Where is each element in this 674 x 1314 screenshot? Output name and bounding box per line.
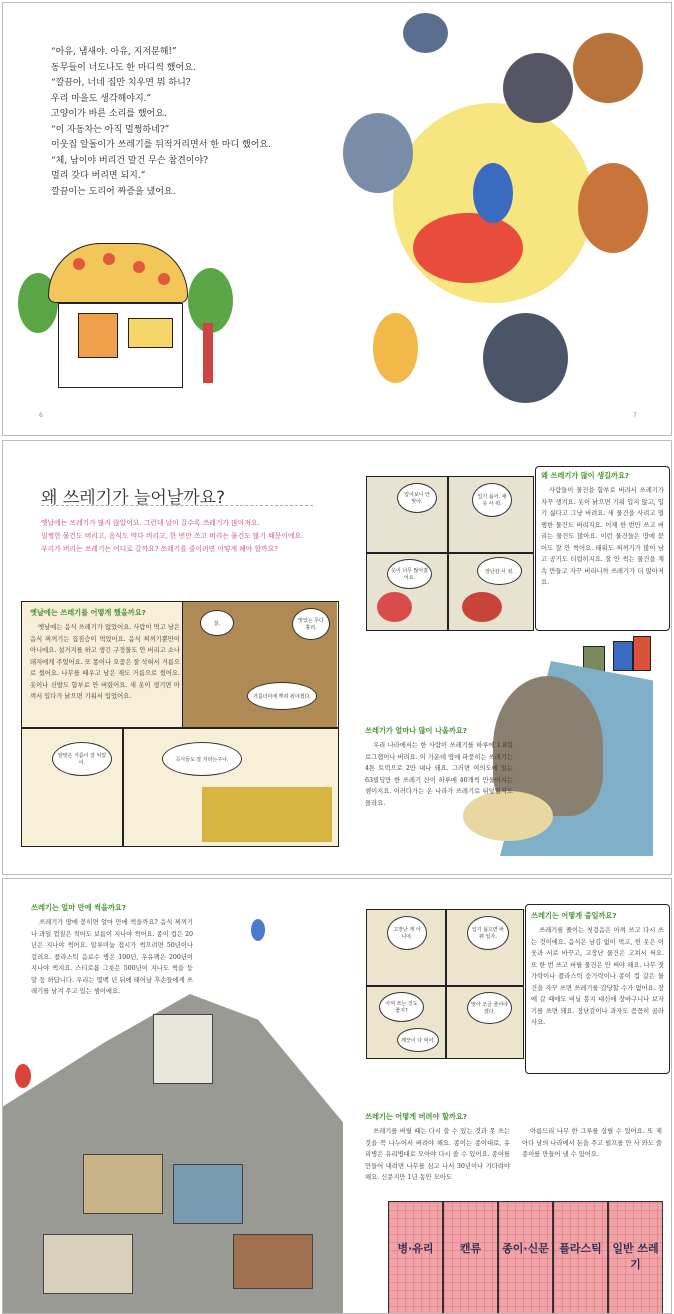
story-line: 이웃집 알돌이가 쓰레기를 뒤적거리면서 한 마디 했어요. (51, 140, 271, 150)
speech-bubble: 입기 싫어. 새 옷 사 줘. (472, 483, 512, 517)
speech-bubble: 입어보니 안 맞아. (397, 483, 437, 513)
recycling-bin (443, 1201, 498, 1314)
box-heading: 쓰레기가 얼마나 많이 나올까요? (365, 726, 467, 735)
box-heading: 쓰레기는 어떻게 버려야 할까요? (365, 1112, 467, 1121)
spread-reduce-trash (2, 878, 672, 1314)
box-heading: 옛날에는 쓰레기를 어떻게 했을까요? (30, 608, 146, 617)
house-illustration (18, 233, 233, 398)
box-heading: 쓰레기는 얼마 만에 썩을까요? (31, 903, 126, 912)
page-number-right: 7 (633, 412, 637, 419)
comic-clothes (366, 476, 534, 631)
story-text (51, 45, 271, 200)
story-line: “체, 남이야 버리건 말건 무슨 참견이야? (51, 155, 209, 166)
recycling-bin (388, 1201, 443, 1314)
recycling-bin (553, 1201, 608, 1314)
speech-bubble: 알맞은 거름이 잘 익었어. (52, 742, 112, 776)
speech-bubble: 입기 싫으면 바꿔 입자. (467, 916, 509, 950)
comic-old-days (21, 601, 339, 847)
bin-label: 캔류 (459, 1242, 482, 1255)
info-box-decay (31, 903, 193, 998)
box-body: 옛날에는 음식 쓰레기가 없었어요. 사람이 먹고 남은 음식 찌꺼기는 집짐승이 먹었어요. 음식 찌꺼기뿐만이 아니에요. 설거지를 하고 생긴 구정물도 안 버리고 소나 돼지에게 주었어요. 또 똥이나 오줌은 잘 삭혀서 거름으로 썼어요. 나무를 때우고 남은 재도 거름으로 썼어요. 옷이나 신발도 함부로 안 버렸어요. 새 옷이 생기면 아껴서 입다가 낡으면 기워서 입었어요. (30, 624, 180, 700)
bin-label: 플라스틱 (559, 1242, 602, 1255)
story-line: 깔끔이는 도리어 짜증을 냈어요. (51, 186, 176, 197)
box-body: 쓰레기를 버릴 때는 다시 쓸 수 있는 것과 못 쓰는 것을 꼭 나누어서 버려야 해요. 종이는 종이대로, 유리병은 유리병대로 모아야 다시 쓸 수 있어요. 종이를 만들어 내려면 나무를 심고 나서 30년이나 기다려야 해요. 신문지만 1년 동안 모아도 (365, 1128, 510, 1181)
story-line: 동무들이 너도나도 한 마디씩 했어요. (51, 62, 196, 73)
story-line: “아유, 냄새야. 아유, 지저분해!” (51, 47, 177, 57)
bin-label: 종이·신문 (502, 1242, 549, 1255)
info-box-why-many (535, 466, 670, 631)
speech-bubble: 맛있는 무다 흘러. (292, 608, 330, 640)
box-heading: 왜 쓰레기가 많이 생길까요? (541, 471, 630, 480)
intro-line: 옛날에는 쓰레기가 많지 않았어요. 그런데 날이 갈수록 쓰레기가 많아져요. (41, 519, 260, 527)
box-body: 쓰레기가 땅에 묻히면 얼마 만에 썩을까요? 음식 찌꺼기나 과일 껍질은 적어도 보름이 지나야 썩어요. 종이 컵은 20년은 지나야 썩어요. 알루미늄 접시가 썩으려면 50년이나 걸려요. 플라스틱 음료수 병은 100년, 우유팩은 200년이 지나야 썩지요. 스티로폼 그릇은 500년이 지나도 썩을 둥 말 둥 하답니다. 우리는 몇백 년 뒤에 태어날 후손들에게 쓰레기를 남겨 주고 있는 셈이에요. (31, 919, 193, 995)
spread-why-more-trash (2, 440, 672, 875)
box-heading: 쓰레기는 어떻게 줄일까요? (531, 911, 617, 920)
box-body: 사람들이 물건을 함부로 버려서 쓰레기가 자꾸 생겨요. 옷이 낡으면 기워 입지 않고, 입기 싫다고 그냥 버려요. 새 물건을 사려고 멀쩡한 물건도 버리지요. 이제 한 번만 쓰고 버리는 물건도 많아요. 이런 물건들은 땅에 묻어도 잘 안 썩어요. 태워도 찌꺼기가 많이 남고 공기도 더럽히지요. 잘 안 썩는 물건을 계속 만들고 자꾸 버리니까 쓰레기가 더 많아져요. (541, 487, 664, 586)
junk-pile-illustration (333, 13, 663, 423)
story-line: “이 자동차는 아직 멀쩡하네?” (51, 124, 170, 135)
recycling-bin (498, 1201, 553, 1314)
box-body: 우리 나라에서는 한 사람이 쓰레기를 하루에 1.8킬로그램이나 버려요. 이 가운데 땅에 파묻히는 쓰레기는 4톤 트럭으로 2만 대나 돼요. 그러면 여의도에 있는 63빌딩만 한 쓰레기 산이 하루에 40개씩 만들어지는 셈이지요. 이러다가는 온 나라가 쓰레기로 뒤덮일지도 몰라요. (365, 742, 513, 807)
divider (41, 505, 313, 506)
page-title: 왜 쓰레기가 늘어날까요? (41, 488, 226, 508)
info-box-sorting (365, 1112, 670, 1184)
info-box-how-much (365, 726, 513, 809)
bin-label: 일반 쓰레기 (612, 1242, 659, 1271)
box-body: 쓰레기를 줄이는 첫걸음은 아껴 쓰고 다시 쓰는 것이에요. 음식은 남김 없이 먹고, 헌 옷은 이웃과 서로 바꾸고, 고장난 물건은 고쳐서 써요. 또 한 번 쓰고 버릴 물건은 안 써야 해요. 나무 젓가락이나 플라스틱 숟가락이나 종이 컵 같은 물건을 자꾸 쓰면 쓰레기를 감당할 수가 없어요. 장에 갈 때에도 비닐 봉지 대신에 장바구니나 보자기를 쓰면 돼요. 장난감이나 과자도 꼼꼼히 골라 사요. (531, 927, 664, 1026)
info-box-old-days (30, 608, 180, 703)
info-box-reduce (525, 904, 670, 1074)
spread-story (2, 2, 672, 436)
story-line: “깔끔아, 너네 집만 치우면 뭐 하니? (51, 78, 191, 88)
story-line: 고양이가 바른 소리를 했어요. (51, 109, 167, 119)
speech-bubble: 곡식들도 잘 자라는구나. (162, 742, 242, 776)
story-line: 멀리 갖다 버리면 되지.” (51, 171, 146, 181)
recycling-bin (608, 1201, 663, 1314)
speech-bubble: 고장난 게 아니야. (387, 916, 427, 950)
story-line: 우리 마을도 생각해야지.” (51, 93, 152, 104)
intro-line: 우리가 버리는 쓰레기는 어디로 갈까요? 쓰레기를 줄이려면 어떻게 해야 할까요? (41, 545, 278, 553)
comic-reuse (366, 909, 524, 1059)
speech-bubble: 장난감 사 줘. (477, 557, 522, 585)
intro-line: 멀쩡한 물건도 버리고, 음식도 먹다 버리고, 한 번만 쓰고 버리는 물건도 많기 때문이에요. (41, 532, 304, 540)
bin-label: 병·유리 (397, 1242, 434, 1255)
intro-text (41, 517, 341, 556)
speech-bubble: 깨끗이 다 먹어. (397, 1028, 439, 1052)
recycling-bins-illustration (388, 1201, 668, 1314)
box-body: 아름드리 나무 한 그루를 살릴 수 있어요. 또 제아다 남의 나라에서 돈을 주고 펄프를 안 사 와도 쓸 종이를 만들어 낼 수 있어요. (522, 1128, 662, 1158)
speech-bubble: 옷이 너무 많아졌어요. (387, 559, 432, 589)
speech-bubble: 꿀. (200, 610, 234, 636)
speech-bubble: 아껴 쓰는 것도 좋지? (379, 992, 424, 1022)
speech-bubble: 거름더미에 뿌려 줘야겠다. (247, 682, 317, 710)
speech-bubble: 맞아 조금 줄여야겠다. (467, 992, 512, 1024)
page-number-left: 6 (39, 412, 43, 419)
